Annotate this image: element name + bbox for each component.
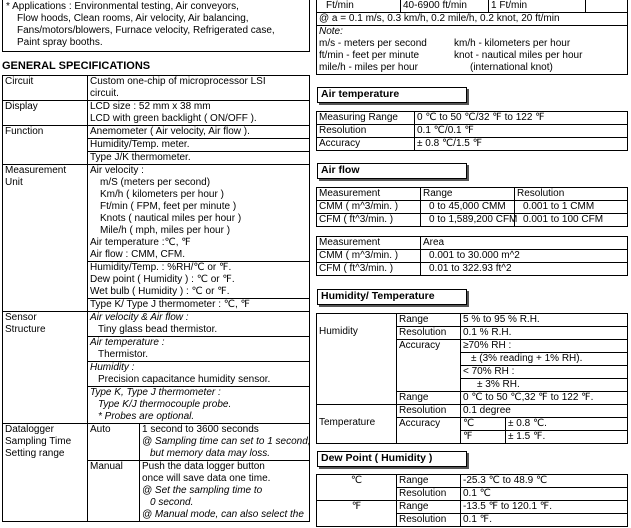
text-line: Sampling Time [5, 436, 72, 447]
air-flow-heading: Air flow [317, 163, 467, 179]
text-line: Thermistor. [98, 349, 149, 360]
spec-sublabel-manual: Manual [88, 461, 140, 522]
spec-label-function: Function [3, 126, 88, 165]
text-line: Humidity : [90, 362, 135, 373]
table-row [317, 263, 628, 276]
note-item: m/s - meters per second [319, 38, 427, 49]
velocity-range-cell: 40-6900 ft/min [401, 0, 489, 13]
accuracy-line: ≥70% RH : [461, 340, 628, 353]
measurement-cell: CMM ( m^3/min. ) [317, 201, 421, 214]
resolution-cell: 0.001 to 100 CFM [515, 214, 628, 227]
air-temperature-table [316, 111, 628, 151]
row-label: Range [397, 501, 461, 514]
row-value: -13.5 ℉ to 120.1 ℉. [461, 501, 628, 514]
text-line: * Probes are optional. [98, 411, 195, 422]
table-row [317, 188, 628, 201]
measurement-cell: CFM ( ft^3/min. ) [317, 214, 421, 227]
spec-value-auto [140, 424, 310, 461]
range-cell: 0 to 1,589,200 CFM [421, 214, 515, 227]
text-line: m/S (meters per second) [100, 177, 211, 188]
column-header: Range [421, 188, 515, 201]
text-line: Type K, Type J thermometer : [90, 387, 221, 398]
accuracy-line: ± (3% reading + 1% RH). [461, 353, 628, 366]
fahrenheit-unit-label: ℉ [317, 501, 397, 527]
spec-value-display [88, 101, 310, 126]
value-cell: ± 1.5 ℉. [506, 431, 628, 444]
column-header: Measurement [317, 237, 421, 250]
applications-line: Fans/motors/blowers, Furnace velocity, Refrigerated case, [17, 25, 275, 36]
note-row [319, 38, 625, 50]
value-cell: ± 0.8 ℃. [506, 418, 628, 431]
section-heading-wrap [316, 163, 628, 179]
text-line: Sensor [5, 312, 37, 323]
air-velocity-range-table [316, 0, 628, 75]
text-line: 1 second to 3600 seconds [142, 424, 259, 435]
table-row [3, 126, 310, 139]
spec-label-datalogger [3, 424, 88, 522]
table-row [317, 0, 628, 13]
note-item: mile/h - miles per hour [319, 62, 418, 73]
text-line: Dew point ( Humidity ) : ℃ or ℉. [90, 274, 235, 285]
section-heading-wrap [316, 289, 628, 305]
text-line: Km/h ( kilometers per hour ) [100, 189, 224, 200]
table-row [317, 214, 628, 227]
air-flow-range-table [316, 187, 628, 227]
table-row [3, 76, 310, 101]
velocity-extra-cell [586, 0, 628, 13]
text-line: Wet bulb ( Humidity ) : ℃ or ℉. [90, 286, 230, 297]
humidity-label: Humidity [317, 314, 397, 405]
text-line: Ft/min ( FPM, feet per minute ) [100, 201, 237, 212]
table-row [3, 101, 310, 126]
text-line: Tiny glass bead thermistor. [98, 324, 218, 335]
row-value: 0.1 degree [461, 405, 628, 418]
note-label: Note: [319, 26, 343, 37]
row-label: Accuracy [397, 340, 461, 392]
row-label: Range [397, 314, 461, 327]
note-item: knot - nautical miles per hour [454, 50, 583, 61]
row-label: Range [397, 475, 461, 488]
unit-cell: ℃ [461, 418, 506, 431]
applications-box [2, 0, 310, 52]
text-line: circuit. [90, 88, 119, 99]
text-line: Air flow : CMM, CFM. [90, 249, 185, 260]
row-value: 0.1 ℃/0.1 ℉ [415, 125, 628, 138]
text-line: Setting range [5, 448, 65, 459]
row-value: 0.1 % R.H. [461, 327, 628, 340]
row-value: ± 0.8 ℃/1.5 ℉ [415, 138, 628, 151]
text-line: Mile/h ( mph, miles per hour ) [100, 225, 231, 236]
table-row [317, 501, 628, 514]
section-heading-wrap [316, 451, 628, 467]
table-row [317, 237, 628, 250]
text-line: Precision capacitance humidity sensor. [98, 374, 271, 385]
text-line: LCD size : 52 mm x 38 mm [90, 101, 211, 112]
text-line: Datalogger [5, 424, 54, 435]
general-specifications-table [2, 75, 310, 522]
unit-cell: ℉ [461, 431, 506, 444]
general-specifications-heading: GENERAL SPECIFICATIONS [2, 60, 151, 72]
note-item: ft/min - feet per minute [319, 50, 420, 61]
note-item: (international knot) [470, 62, 553, 73]
accuracy-line: < 70% RH : [461, 366, 628, 379]
row-value: 0.1 ℃ [461, 488, 628, 501]
table-row [317, 112, 628, 125]
row-label: Range [397, 392, 461, 405]
row-label: Resolution [317, 125, 415, 138]
text-line: @ Sampling time can set to 1 second, [142, 436, 311, 447]
row-label: Measuring Range [317, 112, 415, 125]
table-row [3, 424, 310, 461]
table-row [3, 312, 310, 337]
row-label: Accuracy [397, 418, 461, 444]
spec-value-air-velocity-units [88, 165, 310, 262]
text-line: Structure [5, 324, 46, 335]
row-label: Resolution [397, 488, 461, 501]
note-row [319, 50, 625, 62]
humidity-temperature-table [316, 313, 628, 444]
table-row [317, 138, 628, 151]
table-row [3, 165, 310, 262]
text-line: but memory data may loss. [150, 448, 271, 459]
applications-line: Paint spray booths. [17, 37, 103, 48]
velocity-notes-cell [317, 26, 628, 75]
measurement-cell: CMM ( m^3/min. ) [317, 250, 421, 263]
spec-value-sensor-air-temperature [88, 337, 310, 362]
text-line: 0 second. [150, 497, 194, 508]
area-cell: 0.01 to 322.93 ft^2 [421, 263, 628, 276]
accuracy-line: ± 3% RH. [461, 379, 628, 392]
spec-label-circuit: Circuit [3, 76, 88, 101]
row-value: -25.3 ℃ to 48.9 ℃ [461, 475, 628, 488]
spec-value-sensor-air-velocity [88, 312, 310, 337]
column-header: Measurement [317, 188, 421, 201]
temperature-label: Temperature [317, 405, 397, 444]
table-row [317, 475, 628, 488]
text-line: Air temperature :℃, ℉ [90, 237, 191, 248]
text-line: Air velocity : [90, 165, 144, 176]
spec-value-circuit [88, 76, 310, 101]
text-line: Air velocity & Air flow : [90, 312, 189, 323]
spec-value-function: Type J/K thermometer. [88, 152, 310, 165]
range-cell: 0 to 45,000 CMM [421, 201, 515, 214]
applications-line: * Applications : Environmental testing, Air conveyors, [6, 1, 239, 12]
celsius-unit-label: ℃ [317, 475, 397, 501]
spec-value-function: Humidity/Temp. meter. [88, 139, 310, 152]
resolution-cell: 0.001 to 1 CMM [515, 201, 628, 214]
table-row [317, 26, 628, 75]
row-label: Resolution [397, 405, 461, 418]
text-line: Humidity/Temp. : %RH/℃ or ℉. [90, 262, 232, 273]
velocity-resolution-cell: 1 Ft/min [489, 0, 586, 13]
table-row [317, 250, 628, 263]
row-label: Accuracy [317, 138, 415, 151]
text-line: Measurement [5, 165, 67, 176]
measurement-cell: CFM ( ft^3/min. ) [317, 263, 421, 276]
row-value: 0 ℃ to 50 ℃,32 ℉ to 122 ℉. [461, 392, 628, 405]
text-line: Knots ( nautical miles per hour ) [100, 213, 242, 224]
velocity-accuracy-note: @ a = 0.1 m/s, 0.3 km/h, 0.2 mile/h, 0.2 knot, 20 ft/min [317, 13, 628, 26]
spec-value-function: Anemometer ( Air velocity, Air flow ). [88, 126, 310, 139]
spec-sublabel-auto: Auto [88, 424, 140, 461]
text-line: Push the data logger button [142, 461, 265, 472]
area-cell: 0.001 to 30.000 m^2 [421, 250, 628, 263]
text-line: Air temperature : [90, 337, 165, 348]
air-temperature-heading: Air temperature [317, 87, 467, 103]
text-line: Unit [5, 177, 23, 188]
applications-line: Flow hoods, Clean rooms, Air velocity, Air balancing, [17, 13, 249, 24]
dew-point-heading: Dew Point ( Humidity ) [317, 451, 467, 467]
dew-point-table [316, 474, 628, 527]
row-value: 0.1 ℉. [461, 514, 628, 527]
air-flow-area-table [316, 236, 628, 276]
text-line: Type K/J thermocouple probe. [98, 399, 232, 410]
right-column [316, 0, 628, 527]
table-row [317, 201, 628, 214]
spec-value-manual [140, 461, 310, 522]
section-heading-wrap [316, 87, 628, 103]
spec-value-humidity-units [88, 262, 310, 299]
table-row [317, 13, 628, 26]
spec-value-sensor-humidity [88, 362, 310, 387]
spec-label-sensor-structure [3, 312, 88, 424]
left-column [2, 0, 310, 522]
text-line: @ Set the sampling time to [142, 485, 263, 496]
spec-label-measurement-unit [3, 165, 88, 312]
text-line: Custom one-chip of microprocessor LSI [90, 76, 266, 87]
text-line: once will save data one time. [142, 473, 271, 484]
text-line: @ Manual mode, can also select the [142, 509, 304, 520]
table-row [317, 314, 628, 327]
spec-value-thermometer-unit: Type K/ Type J thermometer : ℃, ℉ [88, 299, 310, 312]
column-header: Resolution [515, 188, 628, 201]
note-row [319, 62, 625, 74]
spec-value-sensor-thermocouple [88, 387, 310, 424]
spec-label-display: Display [3, 101, 88, 126]
note-item: km/h - kilometers per hour [454, 38, 571, 49]
humidity-temperature-heading: Humidity/ Temperature [317, 289, 467, 305]
column-header: Area [421, 237, 628, 250]
row-label: Resolution [397, 514, 461, 527]
row-value: 0 ℃ to 50 ℃/32 ℉ to 122 ℉ [415, 112, 628, 125]
row-value: 5 % to 95 % R.H. [461, 314, 628, 327]
table-row [317, 405, 628, 418]
velocity-unit-cell: Ft/min [317, 0, 401, 13]
table-row [317, 125, 628, 138]
text-line: LCD with green backlight ( ON/OFF ). [90, 113, 257, 124]
row-label: Resolution [397, 327, 461, 340]
